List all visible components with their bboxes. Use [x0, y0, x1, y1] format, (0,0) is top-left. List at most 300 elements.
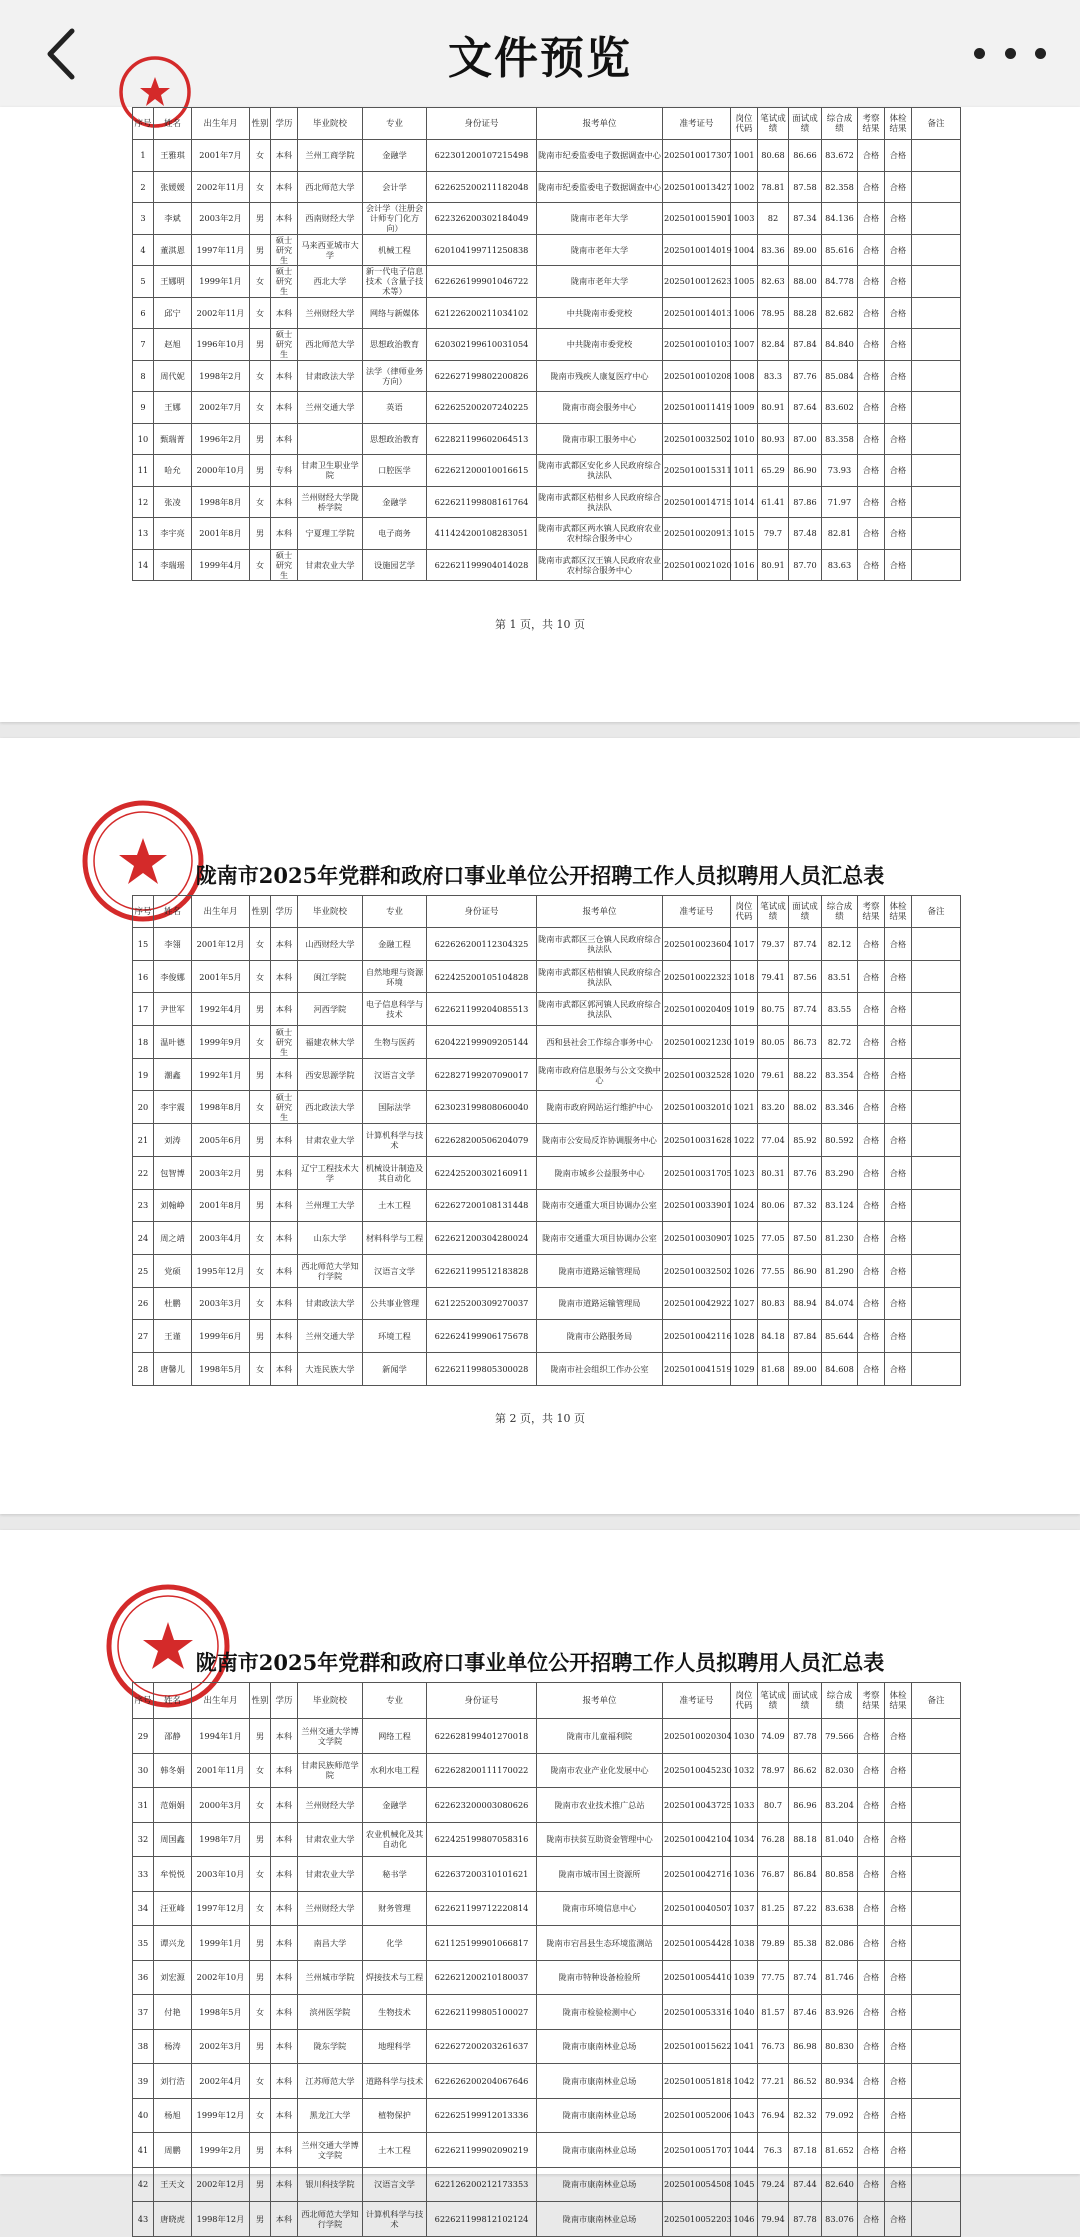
table-cell: 合格 — [885, 1320, 912, 1353]
table-cell: 80.830 — [822, 2029, 858, 2064]
column-header: 笔试成绩 — [758, 1683, 789, 1719]
table-cell: 滨州医学院 — [298, 1995, 363, 2030]
table-cell: 1038 — [731, 1926, 758, 1961]
table-cell: 合格 — [858, 1995, 885, 2030]
table-cell: 合格 — [885, 1287, 912, 1320]
table-cell: 87.86 — [789, 486, 822, 518]
table-cell: 82 — [758, 203, 789, 235]
table-cell: 陇东学院 — [298, 2029, 363, 2064]
table-cell: 女 — [250, 1287, 271, 1320]
more-options-button[interactable] — [974, 30, 1046, 76]
table-cell: 84.074 — [822, 1287, 858, 1320]
table-cell: 陇南市武都区郭河镇人民政府综合执法队 — [537, 993, 663, 1026]
table-cell: 会计学 — [363, 171, 427, 203]
table-cell: 20 — [133, 1091, 154, 1124]
table-cell: 37 — [133, 1995, 154, 2030]
table-cell: 合格 — [858, 234, 885, 266]
table-cell: 合格 — [858, 297, 885, 329]
table-cell: 2025010010208 — [663, 360, 731, 392]
table-cell: 2025010032010 — [663, 1091, 731, 1124]
table-cell: 男 — [250, 2029, 271, 2064]
table-cell: 84.778 — [822, 266, 858, 298]
table-cell: 2025010054428 — [663, 1926, 731, 1961]
table-cell: 622637200310101621 — [427, 1857, 537, 1892]
table-cell: 1046 — [731, 2202, 758, 2237]
table-cell: 合格 — [858, 2167, 885, 2202]
table-cell: 80.05 — [758, 1026, 789, 1059]
table-cell: 1043 — [731, 2098, 758, 2133]
table-cell: 陇南市康南林业总场 — [537, 2098, 663, 2133]
table-cell: 79.566 — [822, 1719, 858, 1754]
dot-icon — [1035, 48, 1046, 59]
table-cell: 陇南市武都区汉王镇人民政府农业农村综合服务中心 — [537, 549, 663, 581]
column-header: 序号 — [133, 896, 154, 928]
document-title: 陇南市2025年党群和政府口事业单位公开招聘工作人员拟聘用人员汇总表 — [195, 1650, 885, 1675]
column-header: 体检结果 — [885, 108, 912, 140]
table-cell: 陇南市职工服务中心 — [537, 423, 663, 455]
table-cell: 42 — [133, 2167, 154, 2202]
table-cell: 29 — [133, 1719, 154, 1754]
table-cell: 范娟娟 — [154, 1788, 192, 1823]
table-cell: 1999年1月 — [192, 1926, 250, 1961]
table-cell: 3 — [133, 203, 154, 235]
table-cell: 622326200302184049 — [427, 203, 537, 235]
table-cell: 2001年12月 — [192, 928, 250, 961]
table-cell: 中共陇南市委党校 — [537, 297, 663, 329]
table-cell: 西北师范大学 — [298, 171, 363, 203]
table-cell: 2025010014715 — [663, 486, 731, 518]
column-header: 毕业院校 — [298, 108, 363, 140]
table-cell: 85.644 — [822, 1320, 858, 1353]
table-cell: 刘宏源 — [154, 1960, 192, 1995]
table-cell: 83.3 — [758, 360, 789, 392]
table-cell: 合格 — [858, 1026, 885, 1059]
table-row — [133, 203, 961, 235]
table-cell: 合格 — [858, 1124, 885, 1157]
table-cell: 80.75 — [758, 993, 789, 1026]
table-cell: 1015 — [731, 518, 758, 550]
table-cell: 87.18 — [789, 2133, 822, 2168]
table-cell: 合格 — [885, 1026, 912, 1059]
table-cell — [912, 1222, 961, 1255]
column-header: 准考证号 — [663, 108, 731, 140]
table-cell: 赵旭 — [154, 329, 192, 361]
table-cell: 1007 — [731, 329, 758, 361]
table-cell: 合格 — [858, 266, 885, 298]
table-cell: 西北师范大学 — [298, 329, 363, 361]
table-cell: 本科 — [271, 1788, 298, 1823]
table-cell: 陇南市交通重大项目协调办公室 — [537, 1189, 663, 1222]
table-cell: 本科 — [271, 960, 298, 993]
table-cell: 1994年1月 — [192, 1719, 250, 1754]
table-cell: 合格 — [885, 2167, 912, 2202]
table-cell: 87.74 — [789, 1960, 822, 1995]
table-cell: 陇南市武都区桔柑乡人民政府综合执法队 — [537, 486, 663, 518]
table-cell: 本科 — [271, 1891, 298, 1926]
table-cell: 男 — [250, 2202, 271, 2237]
table-cell: 1995年12月 — [192, 1254, 250, 1287]
table-cell: 合格 — [885, 2029, 912, 2064]
table-cell: 1998年8月 — [192, 486, 250, 518]
table-cell: 女 — [250, 140, 271, 172]
table-row — [133, 455, 961, 487]
hire-table-page-3 — [132, 1682, 961, 2237]
table-cell: 本科 — [271, 1124, 298, 1157]
table-cell: 2025010053316 — [663, 1995, 731, 2030]
table-row — [133, 1124, 961, 1157]
back-button[interactable] — [36, 26, 86, 82]
table-cell — [912, 2064, 961, 2099]
table-cell: 80.91 — [758, 549, 789, 581]
table-cell: 公共事业管理 — [363, 1287, 427, 1320]
column-header: 考察结果 — [858, 1683, 885, 1719]
table-cell: 622624199906175678 — [427, 1320, 537, 1353]
column-header: 备注 — [912, 1683, 961, 1719]
column-header: 岗位代码 — [731, 1683, 758, 1719]
table-cell: 28 — [133, 1352, 154, 1385]
table-cell: 合格 — [858, 486, 885, 518]
table-cell: 合格 — [858, 518, 885, 550]
table-cell: 622627200108131448 — [427, 1189, 537, 1222]
column-header: 性别 — [250, 1683, 271, 1719]
table-cell: 本科 — [271, 297, 298, 329]
document-page-1 — [0, 107, 1080, 722]
column-header: 出生年月 — [192, 1683, 250, 1719]
table-cell: 陇南市康南林业总场 — [537, 2064, 663, 2099]
table-cell: 焊接技术与工程 — [363, 1960, 427, 1995]
column-header: 报考单位 — [537, 896, 663, 928]
table-cell: 江苏师范大学 — [298, 2064, 363, 2099]
hire-table-page-1 — [132, 107, 961, 581]
table-cell: 6 — [133, 297, 154, 329]
column-header: 专业 — [363, 896, 427, 928]
table-cell: 87.78 — [789, 1719, 822, 1754]
table-cell: 合格 — [885, 203, 912, 235]
table-cell: 84.136 — [822, 203, 858, 235]
table-cell: 1011 — [731, 455, 758, 487]
table-cell: 辽宁工程技术大学 — [298, 1156, 363, 1189]
table-cell: 陇南市纪委监委电子数据调查中心 — [537, 140, 663, 172]
table-cell: 本科 — [271, 423, 298, 455]
table-cell: 马来西亚城市大学 — [298, 234, 363, 266]
table-cell — [912, 329, 961, 361]
table-cell: 1023 — [731, 1156, 758, 1189]
column-header: 岗位代码 — [731, 108, 758, 140]
table-cell — [912, 1719, 961, 1754]
table-cell: 86.96 — [789, 1788, 822, 1823]
table-cell: 甘肃农业大学 — [298, 1857, 363, 1892]
column-header: 综合成绩 — [822, 1683, 858, 1719]
table-cell — [912, 2202, 961, 2237]
table-cell: 女 — [250, 1254, 271, 1287]
table-cell — [912, 1156, 961, 1189]
table-cell: 李翎 — [154, 928, 192, 961]
table-cell: 1017 — [731, 928, 758, 961]
table-cell: 土木工程 — [363, 2133, 427, 2168]
table-cell: 1029 — [731, 1352, 758, 1385]
table-cell: 83.638 — [822, 1891, 858, 1926]
table-cell: 2005年6月 — [192, 1124, 250, 1157]
table-cell: 79.61 — [758, 1058, 789, 1091]
page-footer: 第 1 页，共 10 页 — [495, 618, 585, 631]
table-cell: 622621199512183828 — [427, 1254, 537, 1287]
table-cell: 1996年10月 — [192, 329, 250, 361]
table-cell: 刘翰峥 — [154, 1189, 192, 1222]
table-cell: 2025010042116 — [663, 1320, 731, 1353]
dot-icon — [1005, 48, 1016, 59]
table-row — [133, 234, 961, 266]
table-cell: 622126200212173353 — [427, 2167, 537, 2202]
table-cell: 1040 — [731, 1995, 758, 2030]
table-cell: 本科 — [271, 486, 298, 518]
column-header: 身份证号 — [427, 1683, 537, 1719]
table-cell: 本科 — [271, 2064, 298, 2099]
table-cell: 87.64 — [789, 392, 822, 424]
column-header: 备注 — [912, 108, 961, 140]
table-cell — [912, 423, 961, 455]
table-cell: 80.83 — [758, 1287, 789, 1320]
table-cell: 77.05 — [758, 1222, 789, 1255]
column-header: 出生年月 — [192, 108, 250, 140]
table-cell: 79.24 — [758, 2167, 789, 2202]
table-cell: 本科 — [271, 1320, 298, 1353]
table-cell: 合格 — [858, 1222, 885, 1255]
table-cell: 本科 — [271, 2167, 298, 2202]
table-cell: 2025010012623 — [663, 266, 731, 298]
table-cell: 622625200207240225 — [427, 392, 537, 424]
table-cell: 1019 — [731, 1026, 758, 1059]
table-cell: 计算机科学与技术 — [363, 2202, 427, 2237]
table-cell: 合格 — [885, 1753, 912, 1788]
table-cell: 87.70 — [789, 549, 822, 581]
table-cell: 85.92 — [789, 1124, 822, 1157]
table-cell: 本科 — [271, 1254, 298, 1287]
table-cell: 女 — [250, 928, 271, 961]
table-row — [133, 2167, 961, 2202]
table-cell: 9 — [133, 392, 154, 424]
table-cell: 622626200112304325 — [427, 928, 537, 961]
table-cell: 2025010017307 — [663, 140, 731, 172]
table-cell: 622621199808161764 — [427, 486, 537, 518]
hire-table-page-2 — [132, 895, 961, 1386]
table-cell: 622621199812102124 — [427, 2202, 537, 2237]
table-cell: 自然地理与资源环境 — [363, 960, 427, 993]
column-header: 身份证号 — [427, 108, 537, 140]
table-cell: 2000年10月 — [192, 455, 250, 487]
table-cell: 本科 — [271, 1189, 298, 1222]
table-cell: 生物技术 — [363, 1995, 427, 2030]
table-cell: 2003年3月 — [192, 1287, 250, 1320]
table-cell: 西安思源学院 — [298, 1058, 363, 1091]
table-cell: 陇南市老年大学 — [537, 234, 663, 266]
table-cell: 84.18 — [758, 1320, 789, 1353]
table-cell — [912, 1189, 961, 1222]
table-cell: 周之靖 — [154, 1222, 192, 1255]
table-cell: 土木工程 — [363, 1189, 427, 1222]
table-cell: 1032 — [731, 1753, 758, 1788]
table-cell: 87.32 — [789, 1189, 822, 1222]
chevron-left-icon — [46, 28, 76, 80]
table-cell: 西北政法大学 — [298, 1091, 363, 1124]
table-cell: 李俊娜 — [154, 960, 192, 993]
table-cell: 1036 — [731, 1857, 758, 1892]
table-cell: 2002年7月 — [192, 392, 250, 424]
table-cell: 1021 — [731, 1091, 758, 1124]
column-header: 出生年月 — [192, 896, 250, 928]
table-cell: 87.76 — [789, 1156, 822, 1189]
table-row — [133, 329, 961, 361]
table-cell: 82.682 — [822, 297, 858, 329]
table-cell: 622425200302160911 — [427, 1156, 537, 1189]
table-cell: 2025010052203 — [663, 2202, 731, 2237]
table-cell: 30 — [133, 1753, 154, 1788]
table-row — [133, 1254, 961, 1287]
table-cell: 合格 — [858, 1189, 885, 1222]
table-row — [133, 960, 961, 993]
table-cell: 2000年3月 — [192, 1788, 250, 1823]
table-cell: 622621199902090219 — [427, 2133, 537, 2168]
table-cell: 1002 — [731, 171, 758, 203]
table-cell: 85.38 — [789, 1926, 822, 1961]
table-cell — [912, 549, 961, 581]
table-cell: 2003年2月 — [192, 203, 250, 235]
table-cell: 24 — [133, 1222, 154, 1255]
table-row — [133, 549, 961, 581]
table-cell: 622628200506204079 — [427, 1124, 537, 1157]
table-cell: 男 — [250, 1822, 271, 1857]
table-cell: 陇南市武都区三仓镇人民政府综合执法队 — [537, 928, 663, 961]
table-cell: 1014 — [731, 486, 758, 518]
table-cell: 4 — [133, 234, 154, 266]
table-cell: 18 — [133, 1026, 154, 1059]
table-cell: 1026 — [731, 1254, 758, 1287]
table-cell: 陇南市道路运输管理局 — [537, 1287, 663, 1320]
table-cell: 1001 — [731, 140, 758, 172]
table-cell: 电子商务 — [363, 518, 427, 550]
table-cell: 兰州工商学院 — [298, 140, 363, 172]
table-cell: 温叶德 — [154, 1026, 192, 1059]
table-cell: 兰州财经大学 — [298, 1891, 363, 1926]
table-cell: 83.602 — [822, 392, 858, 424]
table-cell — [912, 1320, 961, 1353]
table-cell: 生物与医药 — [363, 1026, 427, 1059]
column-header: 毕业院校 — [298, 1683, 363, 1719]
table-row — [133, 392, 961, 424]
table-row — [133, 1156, 961, 1189]
table-row — [133, 1960, 961, 1995]
table-cell: 陇南市社会组织工作办公室 — [537, 1352, 663, 1385]
table-cell: 1006 — [731, 297, 758, 329]
table-cell: 1042 — [731, 2064, 758, 2099]
table-cell: 86.73 — [789, 1026, 822, 1059]
table-cell: 兰州交通大学博文学院 — [298, 2133, 363, 2168]
table-cell: 合格 — [885, 1822, 912, 1857]
table-cell: 专科 — [271, 455, 298, 487]
table-cell: 女 — [250, 1788, 271, 1823]
table-cell: 牟悦悦 — [154, 1857, 192, 1892]
table-cell: 新闻学 — [363, 1352, 427, 1385]
table-cell: 79.37 — [758, 928, 789, 961]
table-cell: 622628200111170022 — [427, 1753, 537, 1788]
table-cell: 2025010042716 — [663, 1857, 731, 1892]
table-cell: 中共陇南市委党校 — [537, 329, 663, 361]
table-cell: 计算机科学与技术 — [363, 1124, 427, 1157]
table-cell: 2001年8月 — [192, 518, 250, 550]
table-cell: 39 — [133, 2064, 154, 2099]
table-cell: 合格 — [885, 2064, 912, 2099]
column-header: 姓名 — [154, 108, 192, 140]
table-cell: 83.358 — [822, 423, 858, 455]
table-cell: 女 — [250, 1352, 271, 1385]
table-cell: 男 — [250, 329, 271, 361]
table-cell: 男 — [250, 423, 271, 455]
table-cell: 南昌大学 — [298, 1926, 363, 1961]
table-cell: 刘行浩 — [154, 2064, 192, 2099]
table-row — [133, 266, 961, 298]
table-cell: 1003 — [731, 203, 758, 235]
table-cell: 83.20 — [758, 1091, 789, 1124]
table-cell — [912, 1091, 961, 1124]
table-cell: 合格 — [858, 960, 885, 993]
table-row — [133, 486, 961, 518]
table-cell: 77.75 — [758, 1960, 789, 1995]
table-cell — [912, 2133, 961, 2168]
table-cell: 本科 — [271, 1222, 298, 1255]
table-cell: 合格 — [858, 2029, 885, 2064]
table-cell: 兰州理工大学 — [298, 1189, 363, 1222]
table-cell: 34 — [133, 1891, 154, 1926]
table-cell: 35 — [133, 1926, 154, 1961]
table-cell: 陇南市武都区安化乡人民政府综合执法队 — [537, 455, 663, 487]
table-cell: 1005 — [731, 266, 758, 298]
column-header: 准考证号 — [663, 896, 731, 928]
table-cell: 22 — [133, 1156, 154, 1189]
table-cell: 合格 — [885, 1995, 912, 2030]
table-cell: 合格 — [858, 2133, 885, 2168]
table-cell: 西北大学 — [298, 266, 363, 298]
table-cell: 1998年5月 — [192, 1995, 250, 2030]
table-cell: 2025010040507 — [663, 1891, 731, 1926]
table-cell: 87.44 — [789, 2167, 822, 2202]
table-cell: 82.086 — [822, 1926, 858, 1961]
table-cell: 2001年11月 — [192, 1753, 250, 1788]
table-row — [133, 171, 961, 203]
table-cell: 27 — [133, 1320, 154, 1353]
table-cell: 2025010054410 — [663, 1960, 731, 1995]
table-cell: 合格 — [885, 1189, 912, 1222]
table-cell: 陇南市扶贫互助资金管理中心 — [537, 1822, 663, 1857]
table-cell: 西南财经大学 — [298, 203, 363, 235]
table-cell: 1028 — [731, 1320, 758, 1353]
table-cell — [912, 171, 961, 203]
table-cell: 1034 — [731, 1822, 758, 1857]
table-cell: 合格 — [858, 140, 885, 172]
table-cell: 合格 — [885, 140, 912, 172]
table-cell: 合格 — [858, 1857, 885, 1892]
table-cell: 622621199805300028 — [427, 1352, 537, 1385]
table-cell: 1004 — [731, 234, 758, 266]
table-cell: 汪亚峰 — [154, 1891, 192, 1926]
table-cell: 男 — [250, 1058, 271, 1091]
column-header: 姓名 — [154, 1683, 192, 1719]
table-cell: 硕士研究生 — [271, 234, 298, 266]
table-cell: 622626200204067646 — [427, 2064, 537, 2099]
table-row — [133, 1857, 961, 1892]
table-cell: 77.04 — [758, 1124, 789, 1157]
table-cell: 84.608 — [822, 1352, 858, 1385]
table-cell: 陇南市老年大学 — [537, 266, 663, 298]
table-cell: 7 — [133, 329, 154, 361]
